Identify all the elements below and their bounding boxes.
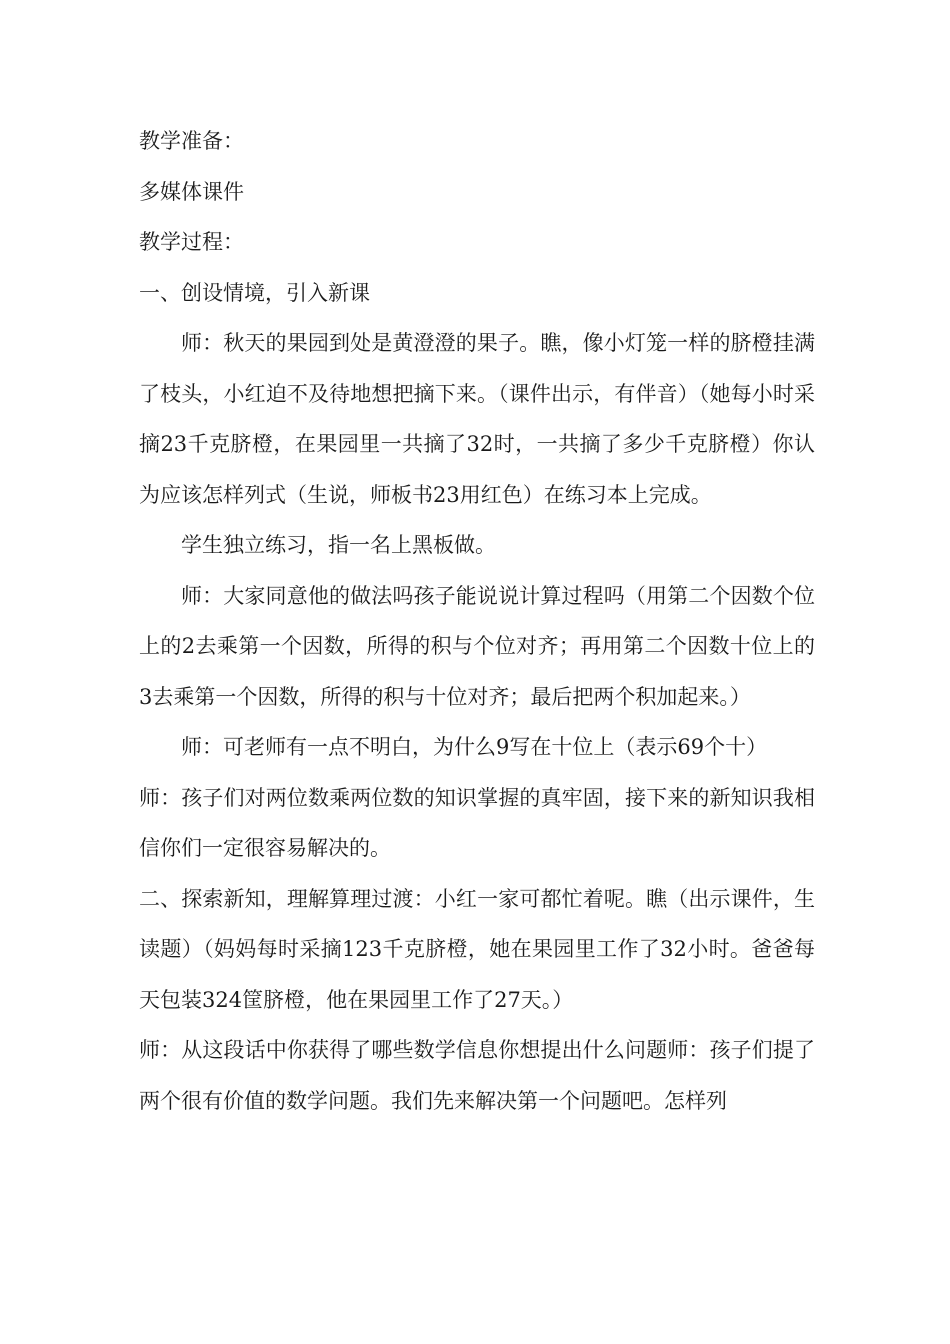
paragraph-math-info: 师：从这段话中你获得了哪些数学信息你想提出什么问题师：孩子们提了两个很有价值的数学问题。我们先来解决第一个问题吧。怎样列 [139,1038,815,1113]
paragraph-student-practice: 学生独立练习，指一名上黑板做。 [181,533,496,557]
document-page [139,116,815,1126]
paragraph-teacher-intro: 师：秋天的果园到处是黄澄澄的果子。瞧，像小灯笼一样的脐橙挂满了枝头，小红迫不及待地想把摘下来。（课件出示，有伴音）（她每小时采摘23千克脐橙，在果园里一共摘了32时，一共摘了多少千克脐橙）你认为应该怎样列式（生说，师板书23用红色）在练习本上完成。 [139,331,815,507]
section-two-paragraph: 二、探索新知，理解算理过渡：小红一家可都忙着呢。瞧（出示课件，生读题）（妈妈每时采摘123千克脐橙，她在果园里工作了32小时。爸爸每天包装324筐脐橙，他在果园里工作了27天。） [139,886,815,1012]
paragraph-teacher-praise: 师：孩子们对两位数乘两位数的知识掌握的真牢固，接下来的新知识我相信你们一定很容易解决的。 [139,785,815,860]
section-one-heading: 一、创设情境，引入新课 [139,280,370,305]
preparation-item: 多媒体课件 [139,179,244,204]
paragraph-teacher-question: 师：可老师有一点不明白，为什么9写在十位上（表示69个十） [181,735,768,759]
heading-teaching-preparation: 教学准备： [139,129,244,153]
paragraph-calculation-process: 师：大家同意他的做法吗孩子能说说计算过程吗（用第二个因数个位上的2去乘第一个因数，所得的积与个位对齐；再用第二个因数十位上的3去乘第一个因数，所得的积与十位对齐；最后把两个积加起来。） [139,583,815,709]
heading-teaching-process: 教学过程： [139,230,244,254]
